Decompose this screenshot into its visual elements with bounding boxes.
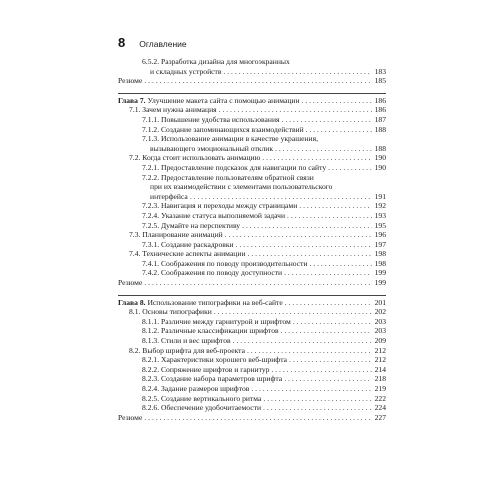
toc-entry[interactable]	[129, 249, 386, 259]
toc-entry-title-wrap	[142, 374, 284, 384]
dot-leader	[328, 163, 372, 173]
dot-leader	[248, 249, 372, 259]
toc-entry[interactable]	[142, 259, 386, 269]
toc-entry[interactable]	[142, 365, 386, 375]
toc-entry-title-wrap	[129, 105, 219, 115]
toc-page-number: 212	[374, 355, 386, 365]
dot-leader	[271, 365, 372, 375]
dot-leader	[225, 230, 372, 240]
toc-entry-title-wrap	[142, 384, 251, 394]
toc-page-number: 193	[374, 210, 386, 220]
toc-entry-title: 7.1. Зачем нужна анимация	[129, 105, 217, 115]
toc-entry-title: 7.2.5. Думайте на перспективу	[142, 220, 241, 230]
toc-entry-title: 7.4. Технические аспекты анимации	[129, 249, 246, 259]
toc-page-number: 197	[374, 239, 386, 249]
toc-entry-title: 8.2.1. Характеристики хорошего веб-шрифта	[142, 355, 288, 365]
toc-entry-title: Резюме	[118, 76, 143, 86]
toc-page-number: 199	[374, 278, 386, 288]
toc-entry-title-wrap	[142, 211, 287, 221]
toc-entry-title: 8.2.3. Создание набора параметров шрифта	[142, 374, 283, 384]
toc-entry-title: 7.2.4. Указание статуса выполняемой задачи	[142, 210, 286, 220]
table-of-contents	[118, 57, 386, 422]
toc-summary-entry[interactable]	[118, 278, 386, 288]
toc-entry[interactable]	[129, 105, 386, 115]
toc-entry-title-wrap	[142, 115, 282, 125]
toc-summary-entry[interactable]	[118, 413, 386, 423]
dot-leader	[293, 317, 372, 327]
toc-entry-title: 7.1.2. Создание запоминающихся взаимодействий	[142, 124, 304, 134]
dot-leader	[287, 211, 372, 221]
toc-page-number: 219	[374, 384, 386, 393]
toc-entry-title-line: 6.5.2. Разработка дизайна для многоэкранных	[142, 57, 290, 66]
toc-entry-title-wrap	[118, 96, 302, 106]
toc-entry[interactable]	[142, 317, 386, 327]
toc-entry-title-wrap	[129, 346, 247, 356]
toc-entry-title-wrap	[142, 394, 263, 404]
toc-entry[interactable]	[142, 221, 386, 231]
toc-entry-title-wrap	[150, 144, 275, 154]
toc-entry[interactable]	[129, 307, 386, 317]
toc-page-number: 191	[374, 191, 386, 201]
toc-page-number: 198	[374, 249, 386, 259]
toc-entry-title-line: при их взаимодействии с элементами пользовательского	[150, 182, 333, 192]
section-gap	[118, 86, 386, 93]
toc-entry-title: 8.2. Выбор шрифта для веб-проекта	[129, 345, 245, 355]
dot-leader	[282, 115, 372, 125]
toc-entry-title: 7.4.2. Соображения по поводу доступности	[142, 268, 283, 278]
toc-entry-title-wrap	[142, 326, 281, 336]
dot-leader	[310, 259, 372, 269]
dot-leader	[251, 384, 372, 394]
toc-entry-title-wrap	[150, 192, 190, 202]
toc-entry-title: 8.2.5. Создание вертикального ритма	[142, 393, 262, 403]
toc-entry-title: 7.2. Когда стоит использовать анимацию	[129, 153, 261, 163]
toc-entry-title-wrap	[142, 221, 242, 231]
toc-entry[interactable]	[142, 211, 386, 221]
toc-entry-title: 8.1.3. Стили и вес шрифтов	[142, 336, 231, 346]
toc-entry-title-wrap	[129, 249, 248, 259]
toc-entry[interactable]	[129, 346, 386, 356]
toc-entry-title: и складных устройств	[150, 66, 222, 76]
toc-entry-title: интерфейса	[150, 191, 188, 201]
toc-page-number: 195	[374, 220, 386, 230]
toc-entry-title: Резюме	[118, 278, 143, 288]
toc-entry[interactable]	[142, 125, 386, 135]
toc-entry[interactable]	[142, 57, 386, 76]
toc-page-number: 188	[374, 143, 386, 153]
dot-leader	[236, 240, 372, 250]
toc-entry[interactable]	[129, 230, 386, 240]
toc-entry-title: 7.2.3. Навигация и переходы между страницами	[142, 201, 298, 211]
toc-page-number: 209	[374, 336, 386, 346]
toc-page-number: 192	[374, 201, 386, 211]
toc-entry-title: 8.2.2. Сопряжение шрифтов и гарнитур	[142, 364, 270, 374]
toc-page-number: 227	[374, 412, 386, 422]
toc-page-number: 214	[374, 364, 386, 374]
dot-leader	[299, 201, 372, 211]
toc-entry-title-wrap	[129, 230, 225, 240]
dot-leader	[281, 326, 372, 336]
toc-entry-title-wrap	[142, 365, 271, 375]
toc-page-number: 199	[374, 268, 386, 278]
toc-entry-title-wrap	[142, 163, 328, 173]
dot-leader	[144, 278, 372, 288]
toc-entry[interactable]	[142, 115, 386, 125]
toc-page-number: 187	[374, 114, 386, 124]
toc-chapter-entry[interactable]	[118, 298, 386, 308]
toc-entry[interactable]	[142, 326, 386, 336]
toc-page-number: 212	[374, 345, 386, 355]
toc-entry[interactable]	[142, 240, 386, 250]
toc-entry-title-wrap	[142, 336, 233, 346]
toc-entry[interactable]	[142, 403, 386, 413]
toc-page-number: 186	[374, 95, 386, 105]
toc-entry-title-line: 7.2.2. Предоставление пользователям обратной связи	[142, 172, 314, 182]
toc-entry-title-wrap	[118, 278, 144, 288]
toc-entry[interactable]	[142, 163, 386, 173]
toc-entry-title-wrap	[129, 307, 214, 317]
toc-entry[interactable]	[142, 134, 386, 153]
toc-entry-title-wrap	[118, 76, 144, 86]
toc-page-number: 203	[374, 326, 386, 336]
dot-leader	[263, 394, 372, 404]
toc-entry-title-wrap	[118, 298, 285, 308]
toc-entry[interactable]	[142, 384, 386, 394]
dot-leader	[285, 298, 372, 308]
toc-page-number: 183	[374, 66, 386, 76]
toc-entry[interactable]	[142, 268, 386, 278]
toc-entry-title: вызывающего эмоциональный отклик	[150, 143, 274, 153]
toc-entry[interactable]	[142, 336, 386, 346]
toc-entry-title: 8.1.1. Различие между гарнитурой и шрифтом	[142, 316, 291, 326]
toc-page-number: 203	[374, 316, 386, 326]
toc-chapter-entry[interactable]	[118, 96, 386, 106]
toc-entry-title: 8.1.2. Различные классификации шрифтов	[142, 326, 279, 336]
toc-entry[interactable]	[142, 374, 386, 384]
toc-page-number: 188	[374, 124, 386, 134]
page-number: 8	[118, 35, 126, 50]
section-gap	[118, 288, 386, 295]
toc-page-number: 190	[374, 162, 386, 172]
dot-leader	[302, 96, 372, 106]
dot-leader	[263, 403, 372, 413]
toc-entry-title-wrap	[150, 67, 223, 77]
toc-entry-title: 7.3.1. Создание раскадровки	[142, 239, 234, 249]
toc-entry-title: 7.1.1. Повышение удобства использования	[142, 114, 280, 124]
toc-entry-title: 8.1. Основы типографики	[129, 307, 212, 317]
toc-entry-title: 7.4.1. Соображения по поводу производительности	[142, 258, 308, 268]
toc-page-number: 185	[374, 76, 386, 86]
toc-entry-title: 7.2.1. Предоставление подсказок для навигации по сайту	[142, 162, 327, 172]
toc-entry-title: 7.3. Планирование анимаций	[129, 230, 223, 240]
dot-leader	[247, 346, 372, 356]
page-header	[118, 35, 187, 49]
toc-entry-title-wrap	[118, 413, 144, 423]
toc-entry-title-line: 7.1.3. Использование анимации в качестве украшения,	[142, 134, 318, 144]
toc-entry-title-wrap	[142, 355, 289, 365]
toc-entry-title: Резюме	[118, 412, 143, 422]
toc-page-number: 196	[374, 230, 386, 240]
toc-page-number: 202	[374, 307, 386, 317]
toc-entry-title: 8.2.4. Задание размеров шрифтов	[142, 384, 250, 393]
toc-entry[interactable]	[142, 173, 386, 202]
dot-leader	[262, 153, 372, 163]
toc-entry-title-wrap	[142, 403, 263, 413]
dot-leader	[219, 105, 372, 115]
dot-leader	[242, 221, 372, 231]
toc-entry[interactable]	[142, 201, 386, 211]
dot-leader	[214, 307, 372, 317]
dot-leader	[275, 144, 372, 154]
dot-leader	[284, 374, 372, 384]
dot-leader	[289, 355, 372, 365]
toc-page-number: 222	[374, 393, 386, 403]
toc-entry-title-wrap	[142, 317, 293, 327]
toc-summary-entry[interactable]	[118, 76, 386, 86]
dot-leader	[306, 125, 372, 135]
toc-entry-title: Использование типографики на веб-сайте	[147, 297, 283, 307]
toc-entry-title: 8.2.6. Обеспечение удобочитаемости	[142, 403, 262, 413]
toc-entry-title-wrap	[142, 259, 310, 269]
toc-entry[interactable]	[129, 153, 386, 163]
dot-leader	[233, 336, 372, 346]
dot-leader	[223, 67, 372, 77]
toc-entry-title-wrap	[142, 268, 284, 278]
toc-entry-title: Улучшение макета сайта с помощью анимации	[147, 95, 300, 105]
toc-entry-title-wrap	[142, 201, 299, 211]
toc-entry[interactable]	[142, 355, 386, 365]
toc-page-number: 198	[374, 258, 386, 268]
toc-entry-title-wrap	[129, 153, 262, 163]
toc-entry[interactable]	[142, 394, 386, 404]
dot-leader	[190, 192, 372, 202]
toc-page-number: 190	[374, 153, 386, 163]
running-title: Оглавление	[139, 39, 187, 49]
chapter-label: Глава 8.	[118, 297, 146, 307]
toc-page-number: 224	[374, 403, 386, 413]
chapter-label: Глава 7.	[118, 95, 146, 105]
toc-entry-title-wrap	[142, 125, 306, 135]
toc-page-number: 201	[374, 297, 386, 307]
toc-page-number: 218	[374, 374, 386, 384]
dot-leader	[144, 76, 372, 86]
dot-leader	[284, 268, 372, 278]
toc-page-number: 186	[374, 105, 386, 115]
toc-entry-title-wrap	[142, 240, 236, 250]
dot-leader	[144, 413, 372, 423]
